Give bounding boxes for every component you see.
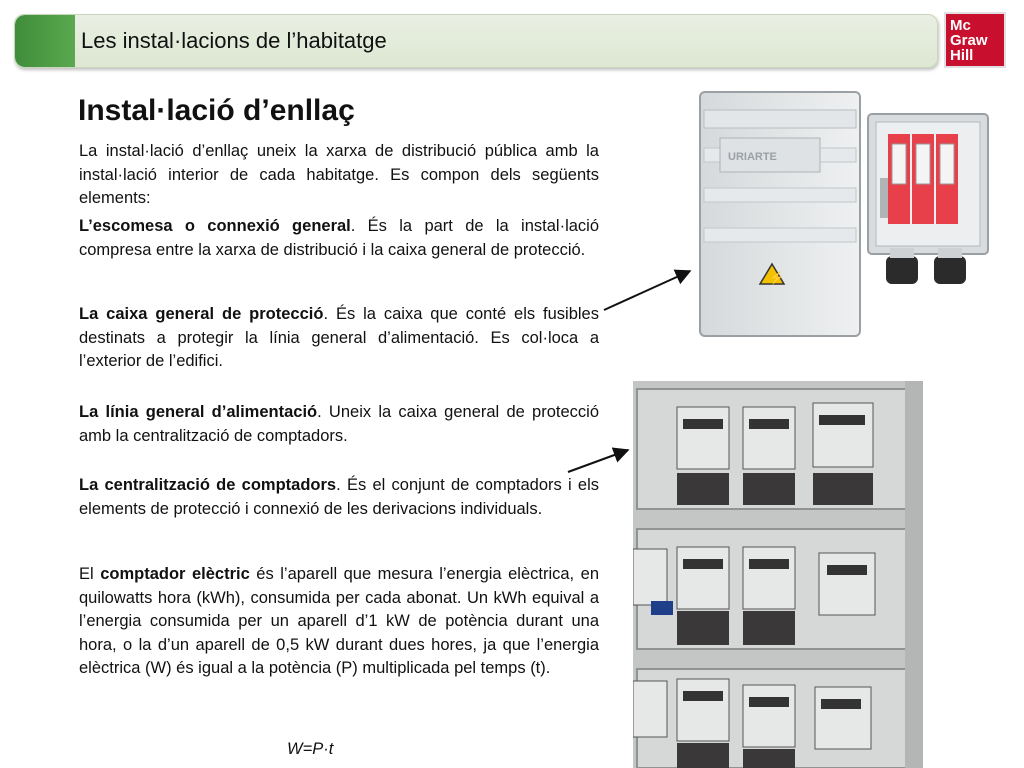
item-text: . És la caixa que conté els fusibles destinats a protegir la línia general d’alimentació. Es col·loca a l’exterior de l’edifici. (79, 305, 599, 370)
item-centralitzacio (79, 474, 599, 521)
meter-centralization-image (633, 381, 923, 768)
header-bar (14, 14, 938, 68)
logo-line-3: Hill (950, 46, 974, 64)
item-escomesa (79, 215, 599, 262)
energy-formula: W=P·t (287, 740, 334, 758)
item-term: L’escomesa o connexió general (79, 217, 351, 235)
meter-text: és l’aparell que mesura l’energia elèctrica, en quilowatts hora (kWh), consumida per cada abonat. Un kWh equival a l’energia consumida per un aparell d’1 kW de potència durant una hora, o la d’un aparell de 0,5 kW durant dues hores, ja que l’energia elèctrica (W) és igual a la potència (P) multiplicada pel temps (t). (79, 565, 599, 677)
item-text: . Uneix la caixa general de protecció amb la centralització de comptadors. (79, 403, 599, 445)
arrow-to-meters (568, 450, 628, 472)
item-term: La caixa general de protecció (79, 305, 324, 323)
meter-pre: El (79, 565, 101, 583)
arrow-to-box (604, 271, 690, 310)
meter-row-1 (677, 403, 873, 505)
header-title: Les instal·lacions de l’habitatge (81, 28, 387, 53)
meter-term: comptador elèctric (100, 565, 250, 583)
item-text: . És el conjunt de comptadors i els elements de protecció i connexió de les derivacions individuals. (79, 476, 600, 518)
item-caixa (79, 303, 599, 374)
protection-box-image (690, 88, 1000, 350)
logo-line-2: Graw (950, 31, 988, 49)
closed-box (700, 92, 860, 336)
meter-paragraph (79, 563, 599, 681)
item-text: . És la part de la instal·lació compresa entre la xarxa de distribució i la caixa general de protecció. (79, 217, 600, 259)
logo-line-1: Mc (950, 16, 971, 34)
intro-paragraph: La instal·lació d’enllaç uneix la xarxa de distribució pública amb la instal·lació interior de cada habitatge. Es compon dels següents elements: (79, 142, 599, 207)
box-brand-label: URIARTE (728, 151, 777, 163)
item-linia (79, 401, 599, 448)
publisher-logo (944, 12, 1006, 68)
svg-text:⚡: ⚡ (769, 271, 784, 285)
item-term: La centralització de comptadors (79, 476, 337, 494)
page-title: Instal·lació d’enllaç (78, 94, 355, 127)
header-accent (15, 15, 75, 67)
item-term: La línia general d’alimentació (79, 403, 318, 421)
